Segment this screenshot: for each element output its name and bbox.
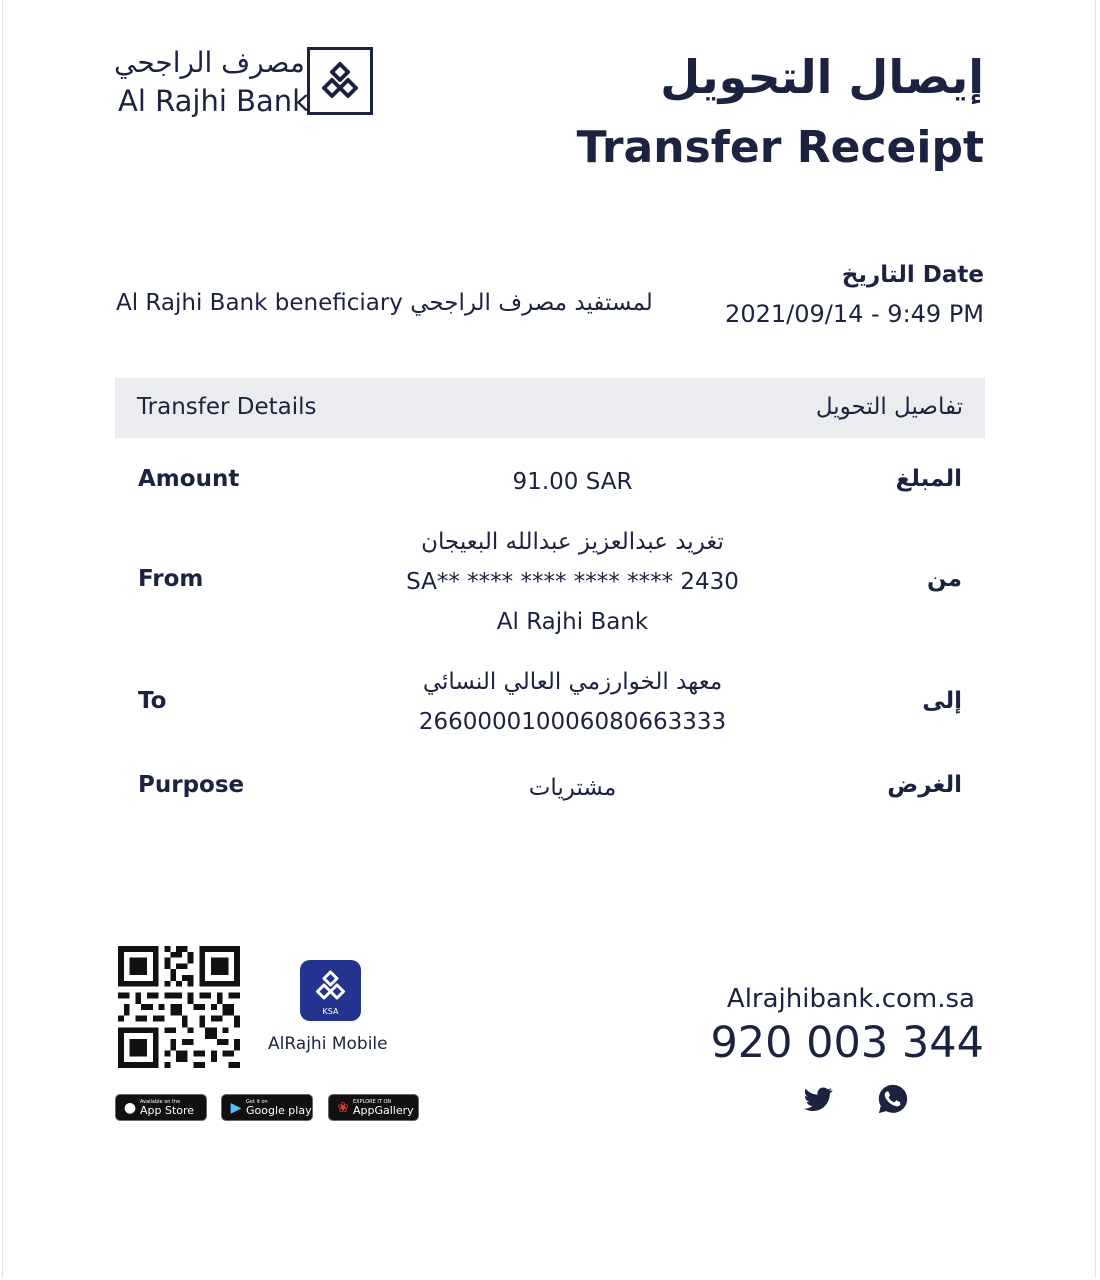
app-gallery-badge[interactable] [328, 1094, 419, 1121]
amount-label: Amount [138, 466, 240, 492]
app-gallery-small: EXPLORE IT ON [353, 1099, 392, 1105]
bank-name-english: Al Rajhi Bank [118, 84, 309, 118]
google-play-badge[interactable] [221, 1094, 313, 1121]
recipient-account: 266000010006080663333 [418, 709, 727, 735]
transfer-details-title-arabic: تفاصيل التحويل [815, 394, 963, 420]
google-play-label: Google play [246, 1104, 312, 1117]
purpose-label: Purpose [138, 772, 245, 798]
purpose-value: مشتريات [528, 775, 617, 801]
app-gallery-label: AppGallery [353, 1104, 414, 1117]
whatsapp-icon[interactable] [876, 1082, 910, 1116]
huawei-icon: ❀ [337, 1099, 349, 1116]
recipient-name: معهد الخوارزمي العالي النسائي [422, 669, 723, 695]
app-store-label: App Store [140, 1104, 195, 1117]
play-icon: ▶ [230, 1099, 242, 1116]
date-value: 2021/09/14 - 9:49 PM [725, 300, 984, 328]
from-label-arabic: من [927, 566, 962, 592]
amount-value: 91.00 SAR [512, 469, 633, 495]
app-name: AlRajhi Mobile [268, 1034, 388, 1054]
sender-bank: Al Rajhi Bank [496, 609, 649, 635]
qr-code-icon [118, 946, 240, 1068]
app-store-small: Available on the [140, 1099, 181, 1105]
sender-iban: SA** **** **** **** **** 2430 [406, 569, 739, 595]
date-label: التاريخ Date [841, 262, 984, 288]
app-badge-text: KSA [322, 1007, 339, 1016]
website-link[interactable]: Alrajhibank.com.sa [726, 984, 975, 1014]
google-play-small: Get it on [246, 1099, 268, 1105]
amount-label-arabic: المبلغ [895, 466, 962, 492]
title-english: Transfer Receipt [576, 122, 984, 173]
sender-name: تغريد عبدالعزيز عبدالله البعيجان [421, 529, 724, 555]
beneficiary-type: Al Rajhi Bank beneficiary لمستفيد مصرف الراجحي [116, 290, 653, 316]
transfer-details-title-english: Transfer Details [137, 394, 317, 420]
bank-name-arabic: مصرف الراجحي [114, 46, 305, 79]
to-label-arabic: إلى [922, 688, 962, 714]
twitter-icon[interactable] [801, 1082, 835, 1116]
app-store-badge[interactable] [115, 1094, 207, 1121]
alrajhi-mobile-app-icon[interactable] [300, 960, 361, 1021]
al-rajhi-logo-icon [307, 47, 373, 115]
title-arabic: إيصال التحويل [660, 50, 984, 104]
purpose-label-arabic: الغرض [887, 772, 962, 798]
apple-icon: ● [123, 1099, 137, 1116]
to-label: To [138, 688, 167, 714]
phone-number[interactable]: 920 003 344 [710, 1018, 984, 1068]
transfer-details-header [115, 378, 985, 438]
from-label: From [138, 566, 204, 592]
